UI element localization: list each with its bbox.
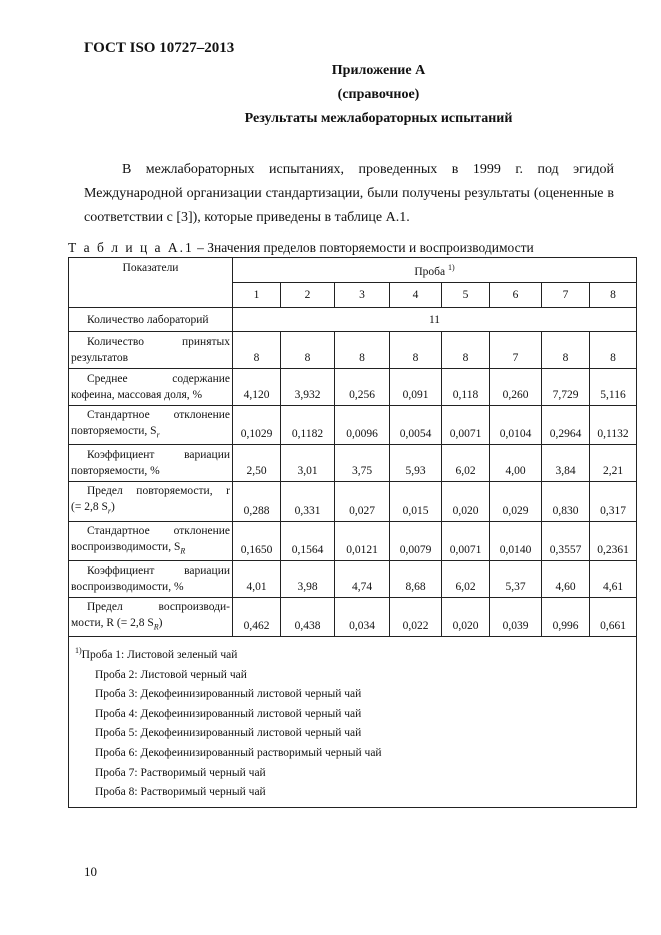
value-cell: 4,74 <box>335 560 390 597</box>
value-cell: 2,21 <box>590 445 637 482</box>
value-cell: 5,37 <box>490 560 542 597</box>
value-cell: 0,996 <box>542 597 590 636</box>
value-cell: 0,1029 <box>233 406 281 445</box>
sample-number-cell: 7 <box>542 283 590 308</box>
row-label <box>69 445 233 482</box>
value-cell: 0,830 <box>542 482 590 521</box>
footnote-line <box>75 744 630 764</box>
sample-number-cell: 4 <box>390 283 442 308</box>
value-cell: 0,661 <box>590 597 637 636</box>
row-label-line2: кофеина, массовая доля, % <box>71 389 203 401</box>
row-label-line2: мости, R (= 2,8 S <box>71 616 154 629</box>
value-cell: 3,98 <box>281 560 335 597</box>
value-cell: 8 <box>281 332 335 369</box>
table-header-row <box>69 258 637 283</box>
document-code: ГОСТ ISO 10727–2013 <box>84 40 235 56</box>
row-label <box>69 369 233 406</box>
sample-number-cell: 2 <box>281 283 335 308</box>
footnote-text: Проба 5: Декофеинизированный листовой черный чай <box>95 727 362 740</box>
value-cell: 4,60 <box>542 560 590 597</box>
row-label-line1: Стандартное отклонение <box>87 524 230 537</box>
row-label-tail: ) <box>158 616 163 629</box>
value-cell: 0,039 <box>490 597 542 636</box>
lab-count-label <box>69 308 233 332</box>
table-row <box>69 482 637 521</box>
header-sample-label: Проба <box>414 265 446 278</box>
header-sample <box>233 258 637 283</box>
value-cell: 0,1564 <box>281 521 335 560</box>
footnote-text: Проба 4: Декофеинизированный листовой черный чай <box>95 707 362 720</box>
lab-count-row <box>69 308 637 332</box>
table-row <box>69 521 637 560</box>
row-label-subscript: r <box>107 506 111 516</box>
row-label <box>69 597 233 636</box>
value-cell: 8,68 <box>390 560 442 597</box>
row-label <box>69 482 233 521</box>
row-label <box>69 560 233 597</box>
row-label-tail: ) <box>110 501 115 514</box>
row-label-line1: Предел воспроизводи- <box>87 600 230 613</box>
value-cell: 4,61 <box>590 560 637 597</box>
value-cell: 0,0054 <box>390 406 442 445</box>
value-cell: 4,120 <box>233 369 281 406</box>
footnote-line <box>75 685 630 705</box>
value-cell: 0,462 <box>233 597 281 636</box>
table-row <box>69 560 637 597</box>
row-label-line1: Стандартное отклонение <box>87 409 230 421</box>
value-cell: 0,020 <box>442 482 490 521</box>
value-cell: 8 <box>233 332 281 369</box>
value-cell: 0,118 <box>442 369 490 406</box>
value-cell: 8 <box>335 332 390 369</box>
value-cell: 0,0096 <box>335 406 390 445</box>
value-cell: 0,0140 <box>490 521 542 560</box>
header-sample-footnote-mark: 1) <box>448 262 455 272</box>
row-label <box>69 406 233 445</box>
value-cell: 0,256 <box>335 369 390 406</box>
page-number: 10 <box>84 864 97 879</box>
row-label-line1: Среднее содержание <box>87 373 230 385</box>
row-label-line1: Коэффициент вариации <box>87 564 230 577</box>
appendix-heading: Результаты межлабораторных испытаний <box>244 111 513 126</box>
value-cell: 0,0121 <box>335 521 390 560</box>
intro-paragraph-text: В межлабораторных испытаниях, проведенных в 1999 г. под эгидой Международной организации стандартизации, были получены результаты (оцененные в соответствии с [3]), которые приведены в таблице А.1. <box>84 162 614 225</box>
value-cell: 0,020 <box>442 597 490 636</box>
value-cell: 0,015 <box>390 482 442 521</box>
footnote-text: Проба 7: Растворимый черный чай <box>95 766 266 779</box>
row-label-line2: результатов <box>71 352 129 364</box>
value-cell: 8 <box>542 332 590 369</box>
value-cell: 0,0071 <box>442 521 490 560</box>
sample-number-cell: 3 <box>335 283 390 308</box>
value-cell: 3,75 <box>335 445 390 482</box>
footnote-mark: 1) <box>75 646 82 656</box>
footnote-line <box>75 724 630 744</box>
footnote-text: Проба 6: Декофеинизированный растворимый черный чай <box>95 746 382 759</box>
row-label-subscript: R <box>180 545 186 555</box>
table-row <box>69 597 637 636</box>
row-label-subscript: R <box>153 622 159 632</box>
value-cell: 0,0079 <box>390 521 442 560</box>
value-cell: 0,0071 <box>442 406 490 445</box>
table-caption-prefix: Т а б л и ц а А.1 <box>68 240 194 255</box>
value-cell: 3,84 <box>542 445 590 482</box>
value-cell: 3,932 <box>281 369 335 406</box>
footnotes <box>69 637 637 808</box>
table-caption <box>68 240 534 256</box>
lab-count-label-text: Количество лабораторий <box>87 313 209 326</box>
value-cell: 5,116 <box>590 369 637 406</box>
table-caption-text: – Значения пределов повторяемости и воспроизводимости <box>193 240 534 255</box>
row-label-line2: повторяемости, S <box>71 425 157 437</box>
lab-count-value <box>233 308 637 332</box>
footnote-text: Проба 1: Листовой зеленый чай <box>81 649 238 662</box>
appendix-title: Приложение А <box>331 63 426 78</box>
row-label <box>69 332 233 369</box>
footnote-line <box>75 783 630 803</box>
sample-number-cell: 5 <box>442 283 490 308</box>
table-row <box>69 406 637 445</box>
value-cell: 7 <box>490 332 542 369</box>
value-cell: 0,027 <box>335 482 390 521</box>
value-cell: 8 <box>390 332 442 369</box>
row-label-subscript: r <box>156 430 160 440</box>
header-indicators-label: Показатели <box>122 262 179 274</box>
value-cell: 6,02 <box>442 560 490 597</box>
value-cell: 0,022 <box>390 597 442 636</box>
value-cell: 3,01 <box>281 445 335 482</box>
value-cell: 6,02 <box>442 445 490 482</box>
row-label-line1: Предел повторяемости, r <box>87 485 230 498</box>
intro-paragraph <box>84 158 614 230</box>
value-cell: 0,1132 <box>590 406 637 445</box>
sample-number-cell: 6 <box>490 283 542 308</box>
footnote-text: Проба 8: Растворимый черный чай <box>95 786 266 799</box>
row-label-line2: воспроизводимости, S <box>71 540 181 553</box>
value-cell: 0,2361 <box>590 521 637 560</box>
value-cell: 2,50 <box>233 445 281 482</box>
row-label-line2: повторяемости, % <box>71 465 160 478</box>
sample-number-cell: 8 <box>590 283 637 308</box>
value-cell: 0,034 <box>335 597 390 636</box>
value-cell: 0,288 <box>233 482 281 521</box>
value-cell: 0,438 <box>281 597 335 636</box>
header-indicators <box>69 258 233 308</box>
value-cell: 4,00 <box>490 445 542 482</box>
results-table <box>68 257 637 808</box>
appendix-type: (справочное) <box>337 87 420 102</box>
value-cell: 0,1182 <box>281 406 335 445</box>
footnote-line <box>75 666 630 686</box>
value-cell: 0,2964 <box>542 406 590 445</box>
notes-row <box>69 637 637 808</box>
sample-number-cell: 1 <box>233 283 281 308</box>
row-label-line1: Коэффициент вариации <box>87 449 230 462</box>
value-cell: 0,260 <box>490 369 542 406</box>
footnote-line <box>75 764 630 784</box>
footnote-line <box>75 641 630 665</box>
row-label-line2: (= 2,8 S <box>71 501 108 514</box>
value-cell: 0,1650 <box>233 521 281 560</box>
value-cell: 0,317 <box>590 482 637 521</box>
row-label <box>69 521 233 560</box>
value-cell: 8 <box>590 332 637 369</box>
footnote-text: Проба 2: Листовой черный чай <box>95 668 247 681</box>
value-cell: 7,729 <box>542 369 590 406</box>
value-cell: 0,0104 <box>490 406 542 445</box>
value-cell: 5,93 <box>390 445 442 482</box>
row-label-line2: воспроизводимости, % <box>71 580 184 593</box>
value-cell: 0,3557 <box>542 521 590 560</box>
value-cell: 0,331 <box>281 482 335 521</box>
table-row <box>69 369 637 406</box>
footnote-line <box>75 705 630 725</box>
value-cell: 0,029 <box>490 482 542 521</box>
row-label-line1: Количество принятых <box>87 336 230 348</box>
table-row <box>69 332 637 369</box>
value-cell: 8 <box>442 332 490 369</box>
value-cell: 4,01 <box>233 560 281 597</box>
table-row <box>69 445 637 482</box>
footnote-text: Проба 3: Декофеинизированный листовой черный чай <box>95 688 362 701</box>
value-cell: 0,091 <box>390 369 442 406</box>
lab-count-value-text: 11 <box>428 313 441 326</box>
